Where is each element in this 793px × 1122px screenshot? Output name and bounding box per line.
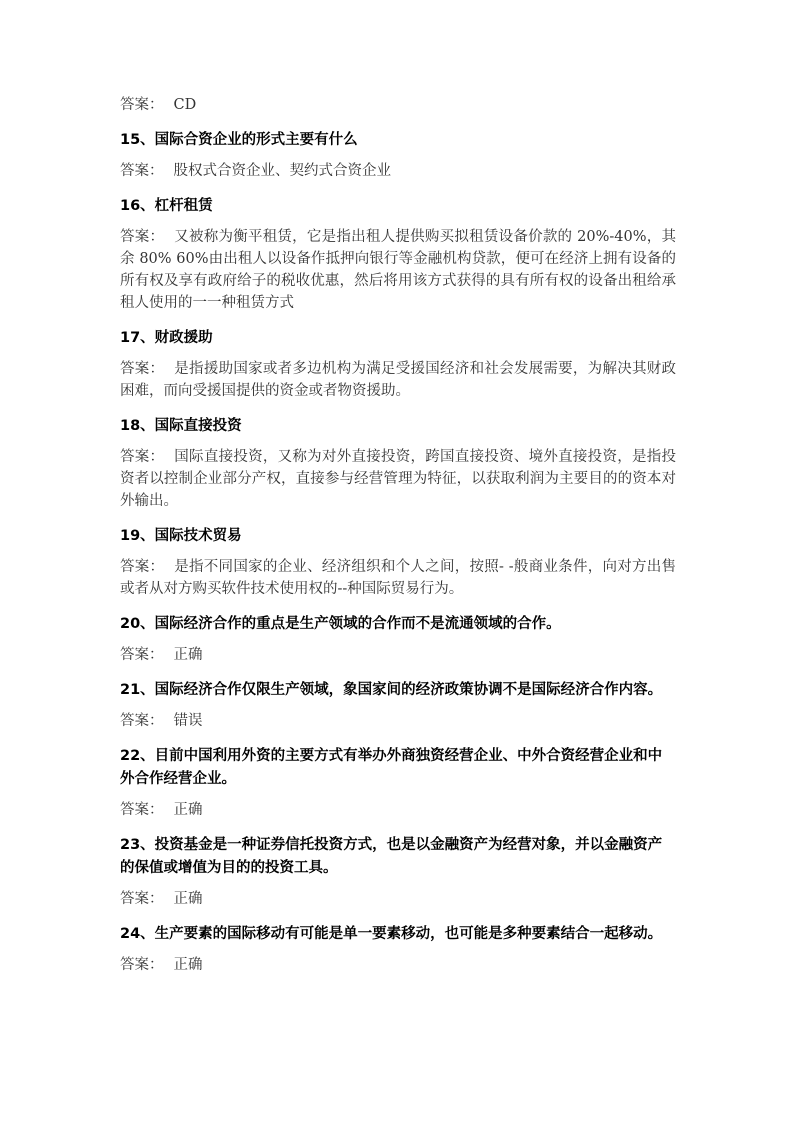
answer-label: 答案： [120,163,164,179]
question-heading: 20、国际经济合作的重点是生产领域的合作而不是流通领域的合作。 [120,616,561,632]
answer-paragraph [120,160,676,182]
qa-item-20 [120,613,676,666]
answer-label: 答案： [120,891,164,907]
question-heading: 22、目前中国利用外资的主要方式有举办外商独资经营企业、中外合资经营企业和中外合作经营企业。 [120,748,663,787]
answer-paragraph [120,799,676,821]
answer-paragraph [120,358,676,402]
question-heading: 19、国际技术贸易 [120,528,242,544]
answer-text: CD [173,97,197,113]
answer-label: 答案： [120,449,165,465]
qa-item-23 [120,834,676,910]
answer-paragraph [120,446,676,512]
answer-label: 答案： [120,802,164,818]
answer-label: 答案： [120,559,165,575]
answer-text: 正确 [173,802,203,818]
qa-item-18 [120,415,676,512]
question-heading: 15、国际合资企业的形式主要有什么 [120,132,358,148]
answer-text: 正确 [173,891,203,907]
qa-item-19 [120,525,676,600]
qa-list [120,129,676,976]
answer-paragraph [120,644,676,666]
answer-text: 股权式合资企业、契约式合资企业 [173,163,391,179]
qa-item-21 [120,679,676,732]
answer-text: 错误 [173,713,203,729]
answer-label: 答案： [120,957,164,973]
answer-14 [120,94,676,116]
answer-text: 是指不同国家的企业、经济组织和个人之间，按照- -般商业条件，向对方出售或者从对方购买软件技术使用权的--种国际贸易行为。 [120,559,677,597]
answer-text: 又被称为衡平租赁，它是指出租人提供购买拟租赁设备价款的 20%-40%，其余 80% 60%由出租人以设备作抵押向银行等金融机构贷款，便可在经济上拥有设备的所有权及享有政府给子的税收优惠，然后将用该方式获得的具有所有权的设备出租给承租人使用的一一种租赁方式 [120,229,676,311]
answer-paragraph [120,954,676,976]
question-heading: 18、国际直接投资 [120,418,242,434]
answer-label: 答案： [120,713,164,729]
answer-label: 答案： [120,647,164,663]
question-heading: 23、投资基金是一种证券信托投资方式，也是以金融资产为经营对象，并以金融资产的保值或增值为目的的投资工具。 [120,837,663,876]
answer-text: 国际直接投资，又称为对外直接投资，跨国直接投资、境外直接投资，是指投资者以控制企业部分产权，直接参与经营管理为特征，以获取利润为主要目的的资本对外输出。 [120,449,677,509]
answer-text: 是指援助国家或者多边机构为满足受援国经济和社会发展需要，为解决其财政困难，而向受援国提供的资金或者物资援助。 [120,361,677,399]
answer-label: 答案： [120,361,165,377]
qa-item-16 [120,195,676,314]
question-heading: 21、国际经济合作仅限生产领域，象国家间的经济政策协调不是国际经济合作内容。 [120,682,663,698]
document-page [120,94,676,976]
qa-item-15 [120,129,676,182]
answer-paragraph [120,888,676,910]
question-heading: 24、生产要素的国际移动有可能是单一要素移动，也可能是多种要素结合一起移动。 [120,926,663,942]
qa-item-24 [120,923,676,976]
answer-label: 答案： [120,229,165,245]
answer-paragraph [120,556,676,600]
qa-item-22 [120,745,676,821]
question-heading: 16、杠杆租赁 [120,198,213,214]
qa-item-17 [120,327,676,402]
question-heading: 17、财政援助 [120,330,213,346]
answer-text: 正确 [173,647,203,663]
answer-paragraph [120,710,676,732]
answer-paragraph [120,226,676,314]
answer-label: 答案： [120,97,164,113]
answer-text: 正确 [173,957,203,973]
